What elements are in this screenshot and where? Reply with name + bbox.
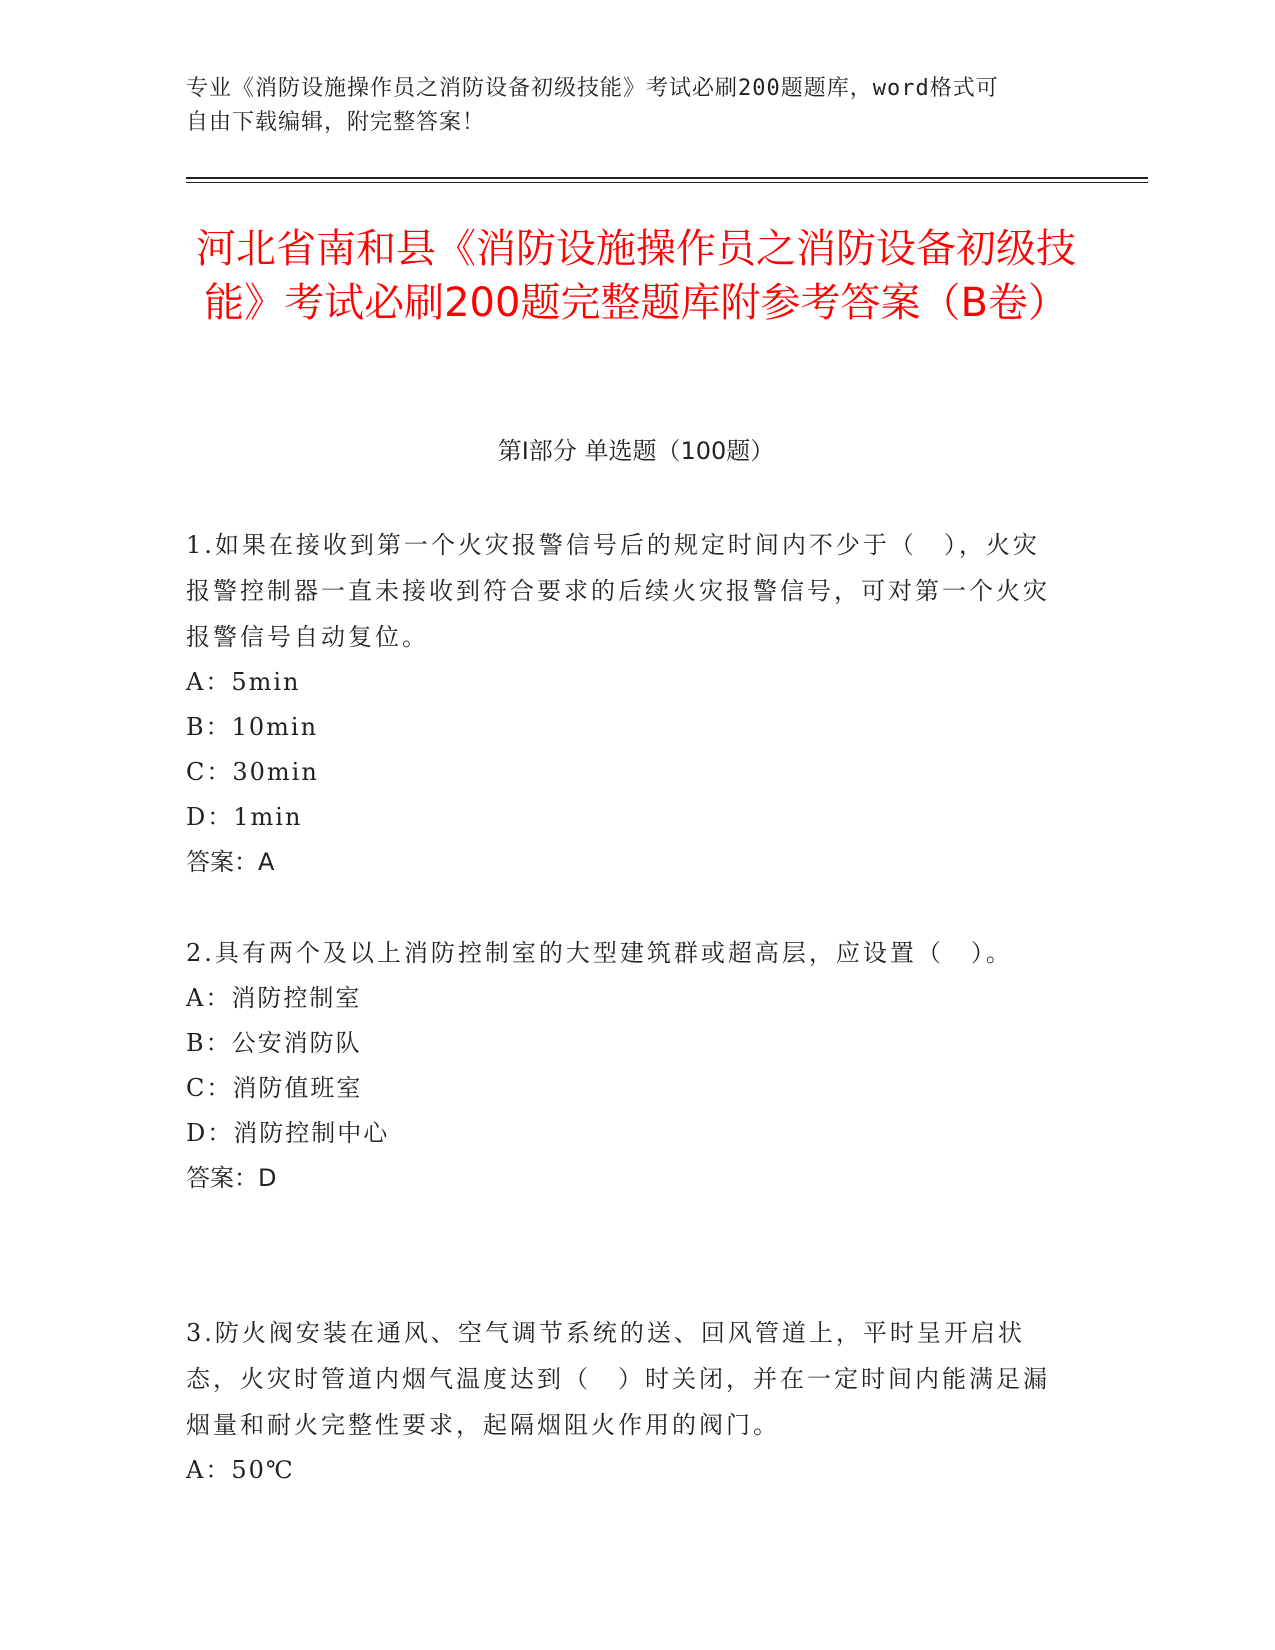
answer-text: 答案：A — [186, 848, 275, 876]
intro-line: 自由下载编辑，附完整答案！ — [186, 110, 486, 135]
answer-text: 答案：D — [186, 1164, 277, 1192]
option-b: B：10min — [186, 713, 319, 741]
section-heading: 第Ⅰ部分 单选题（100题） — [497, 437, 775, 465]
option-c: C：30min — [186, 758, 319, 786]
header-divider-thin — [186, 182, 1148, 183]
question-text: 1.如果在接收到第一个火灾报警信号后的规定时间内不少于（ ），火灾报警控制器一直未接收到符合要求的后续火灾报警信号，可对第一个火灾报警信号自动复位。 — [186, 531, 1050, 651]
intro-line: 专业《消防设施操作员之消防设备初级技能》考试必刷200题题库，word格式可 — [186, 76, 999, 101]
header-divider — [186, 177, 1148, 179]
question-item — [186, 930, 1066, 1201]
option-c: C：消防值班室 — [186, 1074, 363, 1102]
question-item — [186, 522, 1066, 885]
option-a: A：50℃ — [186, 1456, 295, 1484]
option-d: D：1min — [186, 803, 303, 831]
option-d: D：消防控制中心 — [186, 1119, 390, 1147]
question-item — [186, 1310, 1066, 1493]
document-title: 河北省南和县《消防设施操作员之消防设备初级技能》考试必刷200题完整题库附参考答案（B卷） — [196, 226, 1076, 326]
option-a: A：消防控制室 — [186, 984, 362, 1012]
question-text: 2.具有两个及以上消防控制室的大型建筑群或超高层，应设置（ ）。 — [186, 939, 1013, 967]
question-text: 3.防火阀安装在通风、空气调节系统的送、回风管道上，平时呈开启状态，火灾时管道内烟气温度达到（ ）时关闭，并在一定时间内能满足漏烟量和耐火完整性要求，起隔烟阻火作用的阀门。 — [186, 1319, 1050, 1439]
option-b: B：公安消防队 — [186, 1029, 362, 1057]
option-a: A：5min — [186, 668, 301, 696]
intro-text — [186, 72, 1086, 140]
